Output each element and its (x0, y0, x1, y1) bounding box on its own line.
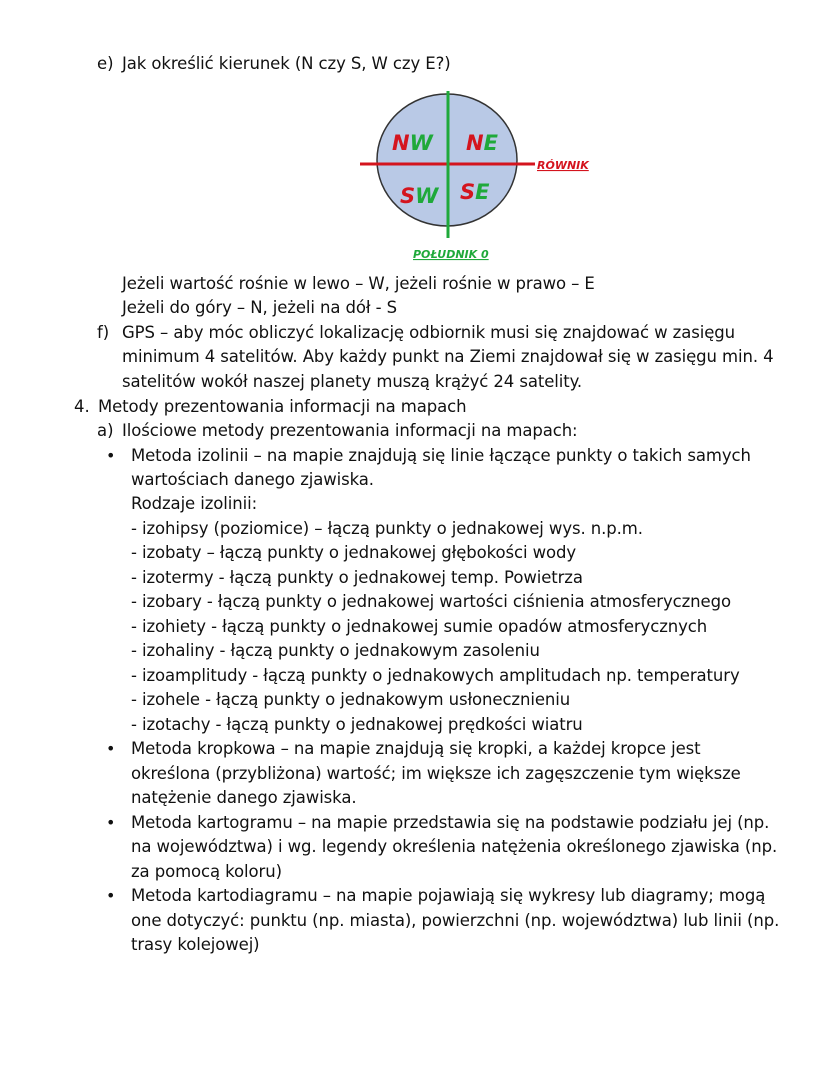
section-4a-marker: a) (97, 421, 114, 440)
izolinia-type: - izohiety - łączą punkty o jednakowej sumie opadów atmosferycznych (131, 617, 708, 636)
section-e-marker: e) (97, 54, 114, 73)
section-f-marker: f) (97, 323, 110, 342)
bullet-kropkowa: • (106, 739, 116, 758)
section-4-title: Metody prezentowania informacji na mapach (98, 397, 467, 416)
quadrant-ne-label: NE (466, 131, 498, 155)
kartodiagram-line: one dotyczyć: punktu (np. miasta), powierzchni (np. województwa) lub linii (np. (131, 911, 780, 930)
rule-line: Jeżeli do góry – N, jeżeli na dół - S (122, 298, 397, 317)
bullet-kartogram: • (106, 813, 116, 832)
izolinie-line: Rodzaje izolinii: (131, 494, 258, 513)
kropkowa-line: Metoda kropkowa – na mapie znajdują się kropki, a każdej kropce jest (131, 739, 701, 758)
gps-line: minimum 4 satelitów. Aby każdy punkt na Ziemi znajdował się w zasięgu min. 4 (122, 347, 774, 366)
kartodiagram-line: Metoda kartodiagramu – na mapie pojawiają się wykresy lub diagramy; mogą (131, 886, 766, 905)
quadrant-nw-label: NW (392, 131, 433, 155)
izolinia-type: - izotermy - łączą punkty o jednakowej temp. Powietrza (131, 568, 583, 587)
izolinie-line: Metoda izolinii – na mapie znajdują się linie łączące punkty o takich samych (131, 446, 751, 465)
rule-line: Jeżeli wartość rośnie w lewo – W, jeżeli rośnie w prawo – E (122, 274, 595, 293)
quadrant-se-label: SE (460, 180, 490, 204)
kartogram-line: za pomocą koloru) (131, 862, 282, 881)
section-4a-title: Ilościowe metody prezentowania informacji na mapach: (122, 421, 578, 440)
izolinia-type: - izobaty – łączą punkty o jednakowej głębokości wody (131, 543, 577, 562)
izolinia-type: - izohele - łączą punkty o jednakowym usłonecznieniu (131, 690, 571, 709)
direction-diagram (350, 88, 610, 268)
quadrant-sw-label: SW (400, 184, 439, 208)
bullet-kartodiagram: • (106, 886, 116, 905)
kropkowa-line: określona (przybliżona) wartość; im większe ich zagęszczenie tym większe (131, 764, 741, 783)
kartodiagram-line: trasy kolejowej) (131, 935, 260, 954)
meridian-label: POŁUDNIK 0 (413, 248, 489, 261)
izolinia-type: - izobary - łączą punkty o jednakowej wartości ciśnienia atmosferycznego (131, 592, 731, 611)
izolinia-type: - izohipsy (poziomice) – łączą punkty o jednakowej wys. n.p.m. (131, 519, 643, 538)
kartogram-line: Metoda kartogramu – na mapie przedstawia się na podstawie podziału jej (np. (131, 813, 770, 832)
izolinia-type: - izotachy - łączą punkty o jednakowej prędkości wiatru (131, 715, 583, 734)
kartogram-line: na województwa) i wg. legendy określenia natężenia określonego zjawiska (np. (131, 837, 778, 856)
izolinie-line: wartościach danego zjawiska. (131, 470, 374, 489)
gps-line: GPS – aby móc obliczyć lokalizację odbiornik musi się znajdować w zasięgu (122, 323, 735, 342)
izolinia-type: - izohaliny - łączą punkty o jednakowym zasoleniu (131, 641, 540, 660)
equator-label: RÓWNIK (537, 159, 589, 172)
izolinia-type: - izoamplitudy - łączą punkty o jednakowych amplitudach np. temperatury (131, 666, 740, 685)
section-e-title: Jak określić kierunek (N czy S, W czy E?) (122, 54, 451, 73)
gps-line: satelitów wokół naszej planety muszą krążyć 24 satelity. (122, 372, 583, 391)
bullet-izolinie: • (106, 446, 116, 465)
section-4-marker: 4. (74, 397, 90, 416)
kropkowa-line: natężenie danego zjawiska. (131, 788, 357, 807)
